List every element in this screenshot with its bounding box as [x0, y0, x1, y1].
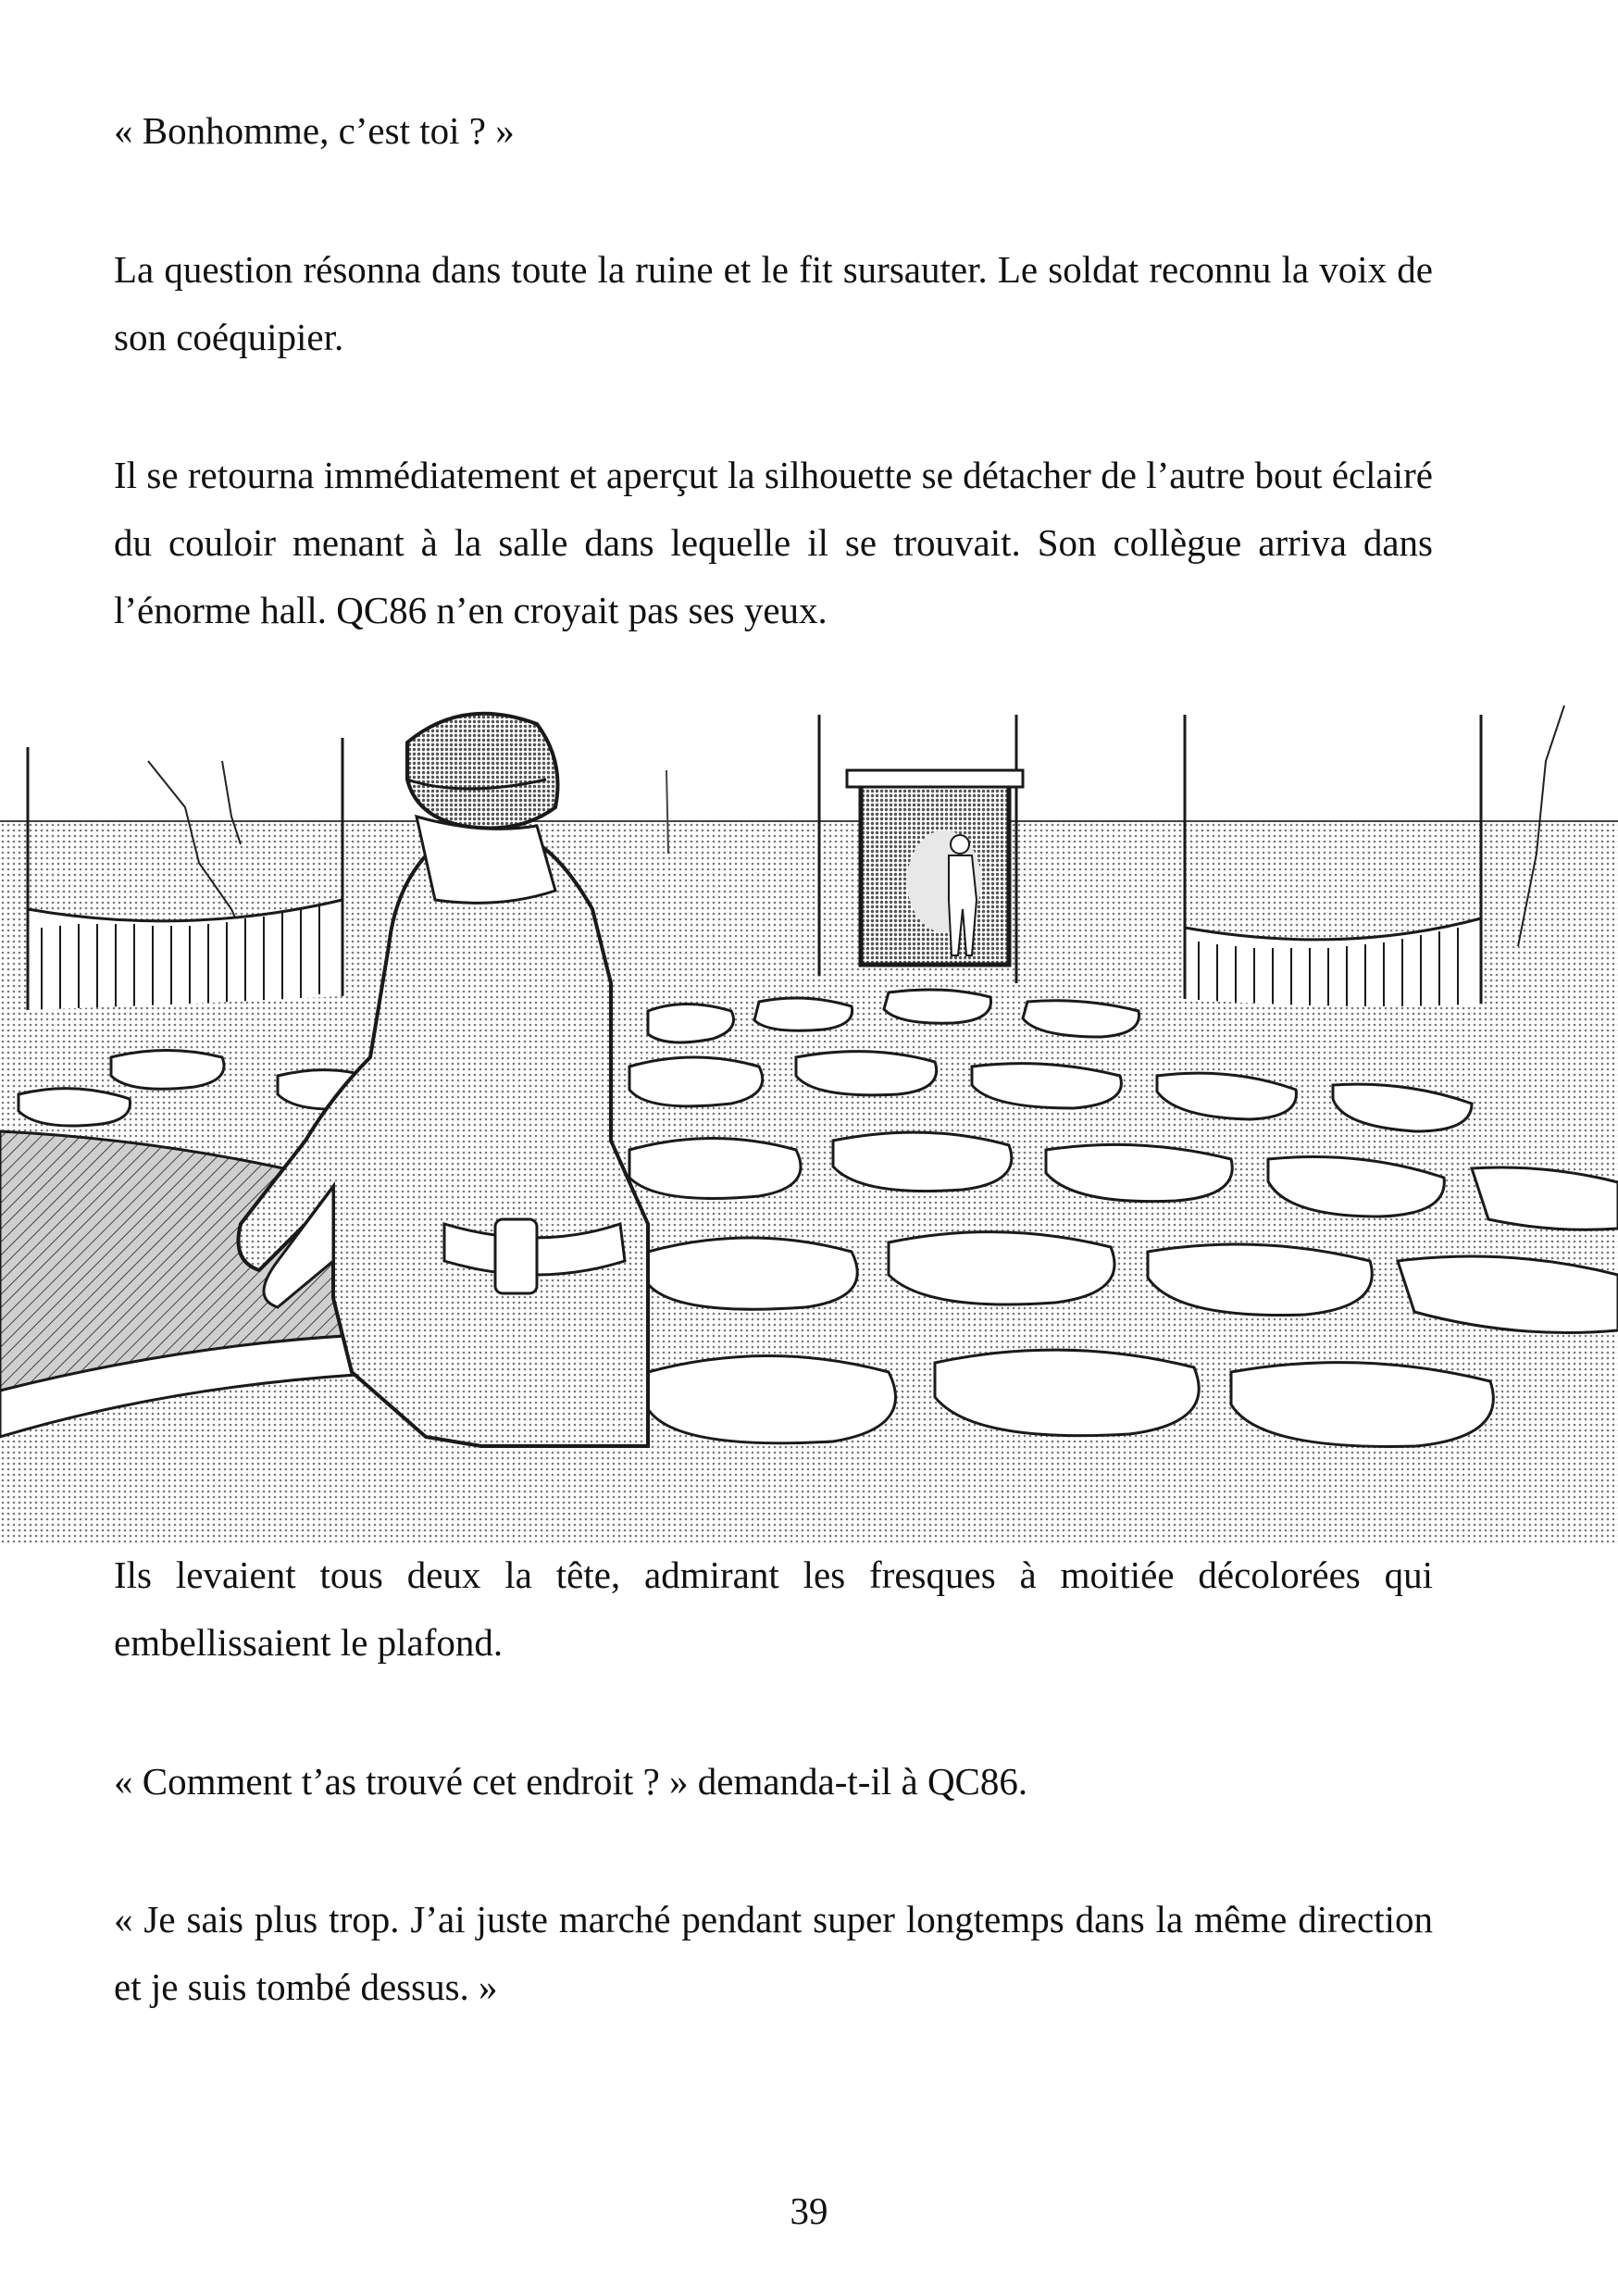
paragraph-4: Ils levaient tous deux la tête, admirant les fresques à moitiée décolorées qui embellissaient le plafond. [114, 1554, 1433, 1664]
page-number: 39 [790, 2190, 828, 2232]
paragraph-2: La question résonna dans toute la ruine et le fit sursauter. Le soldat reconnu la voix de son coéquipier. [114, 248, 1433, 358]
illustration [0, 705, 1618, 1543]
paragraph-3: Il se retourna immédiatement et aperçut la silhouette se détacher de l’autre bout éclairé du couloir menant à la salle dans lequelle il se trouvait. Son collègue arriva dans l’énorme hall. QC86 n’en croyait pas ses yeux. [114, 454, 1433, 631]
paragraph-6: « Je sais plus trop. J’ai juste marché pendant super longtemps dans la même direction et je suis tombé dessus. » [114, 1898, 1433, 2008]
doorway [847, 770, 1023, 965]
paragraph-5: « Comment t’as trouvé cet endroit ? » demanda-t-il à QC86. [114, 1760, 1028, 1803]
paragraph-1: « Bonhomme, c’est toi ? » [114, 109, 515, 152]
